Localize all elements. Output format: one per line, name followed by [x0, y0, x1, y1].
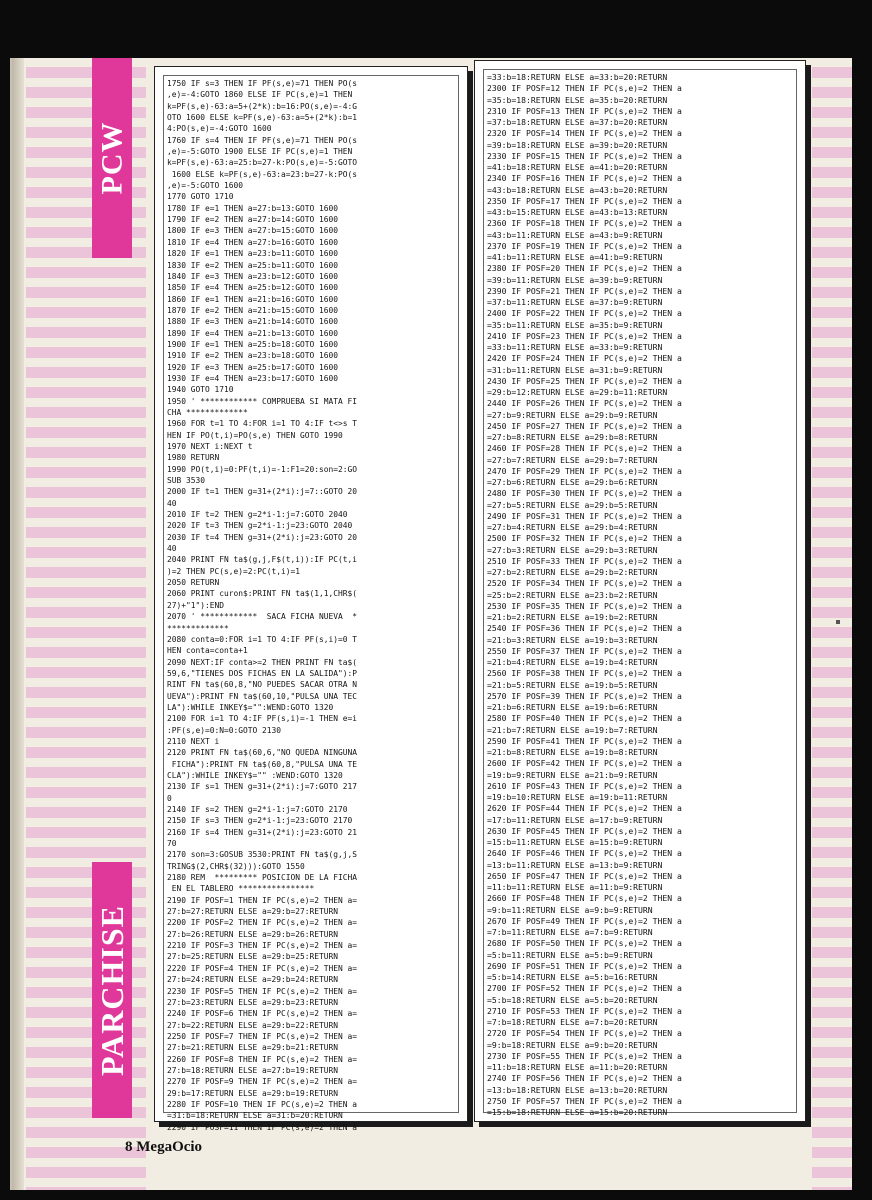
code-line: =39:b=11:RETURN ELSE a=39:b=9:RETURN: [487, 274, 663, 285]
code-line: =9:b=18:RETURN ELSE a=9:b=20:RETURN: [487, 1039, 658, 1050]
code-line: =43:b=15:RETURN ELSE a=43:b=13:RETURN: [487, 207, 668, 217]
code-line: 2650 IF POSF=47 THEN IF PC(s,e)=2 THEN a: [487, 870, 682, 881]
code-line: RINT FN ta$(60,8,"NO PUEDES SACAR OTRA N: [167, 680, 358, 690]
code-line: 2040 PRINT FN ta$(g,j,F$(t,i)):IF PC(t,i: [167, 555, 358, 565]
code-listing-left-frame: [163, 75, 459, 1132]
code-line: 2140 IF s=2 THEN g=2*i-1:j=7:GOTO 2170: [167, 805, 348, 814]
code-line: 2230 IF POSF=5 THEN IF PC(s,e)=2 THEN a=: [167, 986, 358, 996]
page-mark: [836, 620, 840, 624]
code-line: 2430 IF POSF=25 THEN IF PC(s,e)=2 THEN a: [487, 375, 682, 386]
code-line: 27:b=22:RETURN ELSE a=29:b=22:RETURN: [167, 1020, 339, 1030]
code-line: )=2 THEN PC(s,e)=2:PC(t,i)=1: [167, 566, 301, 576]
code-line: 1850 IF e=4 THEN a=25:b=12:GOTO 1600: [167, 283, 339, 293]
code-line: 2010 IF t=2 THEN g=2*i-1:j=7:GOTO 2040: [167, 510, 348, 520]
code-line: 2080 conta=0:FOR i=1 TO 4:IF PF(s,i)=0 T: [167, 634, 358, 644]
code-line: 1870 IF e=2 THEN a=21:b=15:GOTO 1600: [167, 305, 339, 315]
code-line: EN EL TABLERO ****************: [167, 884, 315, 894]
code-line: 1750 IF s=3 THEN IF PF(s,e)=71 THEN PO(s: [167, 79, 358, 88]
code-line: 2420 IF POSF=24 THEN IF PC(s,e)=2 THEN a: [487, 353, 682, 364]
code-line: 2380 IF POSF=20 THEN IF PC(s,e)=2 THEN a: [487, 263, 682, 274]
code-line: 2510 IF POSF=33 THEN IF PC(s,e)=2 THEN a: [487, 555, 682, 566]
code-line: 2300 IF POSF=12 THEN IF PC(s,e)=2 THEN a: [487, 83, 682, 94]
code-line: =27:b=3:RETURN ELSE a=29:b=3:RETURN: [487, 544, 658, 555]
code-line: 2680 IF POSF=50 THEN IF PC(s,e)=2 THEN a: [487, 938, 682, 949]
code-line: 2000 IF t=1 THEN g=31+(2*i):j=7::GOTO 20: [167, 487, 358, 497]
code-line: =41:b=18:RETURN ELSE a=41:b=20:RETURN: [487, 162, 668, 172]
code-line: 2530 IF POSF=35 THEN IF PC(s,e)=2 THEN a: [487, 600, 682, 611]
code-line: =19:b=10:RETURN ELSE a=19:b=11:RETURN: [487, 792, 668, 802]
code-line: 2460 IF POSF=28 THEN IF PC(s,e)=2 THEN a: [487, 443, 682, 454]
code-line: 1770 GOTO 1710: [167, 192, 234, 202]
code-line: 2570 IF POSF=39 THEN IF PC(s,e)=2 THEN a: [487, 690, 682, 701]
code-line: 2310 IF POSF=13 THEN IF PC(s,e)=2 THEN a: [487, 105, 682, 116]
code-line: 2350 IF POSF=17 THEN IF PC(s,e)=2 THEN a: [487, 195, 682, 206]
code-line: =5:b=14:RETURN ELSE a=5:b=16:RETURN: [487, 972, 658, 982]
code-line: 2170 son=3:GOSUB 3530:PRINT FN ta$(g,j,S: [167, 850, 358, 860]
code-line: =27:b=5:RETURN ELSE a=29:b=5:RETURN: [487, 499, 658, 510]
code-line: 1930 IF e=4 THEN a=23:b=17:GOTO 1600: [167, 373, 339, 383]
code-line: 2710 IF POSF=53 THEN IF PC(s,e)=2 THEN a: [487, 1005, 682, 1016]
code-line: k=PF(s,e)-63:a=5+(2*k):b=16:PO(s,e)=-4:G: [167, 101, 358, 111]
code-line: ,e)=-5:GOTO 1600: [167, 181, 244, 191]
code-line: 2120 PRINT FN ta$(60,6,"NO QUEDA NINGUNA: [167, 748, 358, 758]
code-line: 40: [167, 498, 177, 508]
code-line: 2110 NEXT i: [167, 736, 220, 746]
code-line: 27:b=24:RETURN ELSE a=29:b=24:RETURN: [167, 975, 339, 985]
code-line: 1960 FOR t=1 TO 4:FOR i=1 TO 4:IF t<>s T: [167, 419, 358, 429]
code-line: 1980 RETURN: [167, 453, 220, 463]
section-tab-pcw: [92, 58, 132, 258]
code-line: =27:b=7:RETURN ELSE a=29:b=7:RETURN: [487, 454, 658, 465]
code-line: OTO 1600 ELSE k=PF(s,e)-63:a=5+(2*k):b=1: [167, 113, 358, 123]
code-line: =27:b=6:RETURN ELSE a=29:b=6:RETURN: [487, 477, 658, 487]
code-line: =7:b=18:RETURN ELSE a=7:b=20:RETURN: [487, 1017, 658, 1027]
code-line: 1790 IF e=2 THEN a=27:b=14:GOTO 1600: [167, 215, 339, 225]
code-line: 2240 IF POSF=6 THEN IF PC(s,e)=2 THEN a=: [167, 1009, 358, 1019]
code-line: =27:b=4:RETURN ELSE a=29:b=4:RETURN: [487, 522, 658, 532]
code-line: =31:b=11:RETURN ELSE a=31:b=9:RETURN: [487, 364, 663, 375]
code-line: =5:b=11:RETURN ELSE a=5:b=9:RETURN: [487, 949, 653, 960]
code-line: 29:b=17:RETURN ELSE a=29:b=19:RETURN: [167, 1088, 339, 1098]
code-line: 2500 IF POSF=32 THEN IF PC(s,e)=2 THEN a: [487, 533, 682, 544]
code-line: 1920 IF e=3 THEN a=25:b=17:GOTO 1600: [167, 362, 339, 372]
code-line: 2060 PRINT curon$:PRINT FN ta$(1,1,CHR$(: [167, 589, 358, 599]
code-line: 1780 IF e=1 THEN a=27:b=13:GOTO 1600: [167, 203, 339, 213]
section-tab-label: PCW: [95, 121, 128, 195]
code-line: 2470 IF POSF=29 THEN IF PC(s,e)=2 THEN a: [487, 465, 682, 476]
code-line: =7:b=11:RETURN ELSE a=7:b=9:RETURN: [487, 927, 653, 937]
code-line: =21:b=8:RETURN ELSE a=19:b=8:RETURN: [487, 747, 658, 757]
code-line: =43:b=18:RETURN ELSE a=43:b=20:RETURN: [487, 184, 668, 195]
code-line: =29:b=12:RETURN ELSE a=29:b=11:RETURN: [487, 387, 668, 397]
code-line: 2750 IF POSF=57 THEN IF PC(s,e)=2 THEN a: [487, 1095, 682, 1106]
code-line: =15:b=18:RETURN ELSE a=15:b=20:RETURN: [487, 1107, 668, 1117]
code-line: =17:b=11:RETURN ELSE a=17:b=9:RETURN: [487, 814, 663, 825]
code-line: 2090 NEXT:IF conta>=2 THEN PRINT FN ta$(: [167, 657, 358, 667]
code-line: 40: [167, 544, 177, 554]
code-line: 27:b=27:RETURN ELSE a=29:b=27:RETURN: [167, 907, 339, 917]
code-listing-right: [474, 60, 806, 1122]
code-listing-right-frame: [483, 69, 797, 1117]
code-line: =35:b=11:RETURN ELSE a=35:b=9:RETURN: [487, 319, 663, 330]
code-line: 2670 IF POSF=49 THEN IF PC(s,e)=2 THEN a: [487, 915, 682, 926]
code-line: =27:b=8:RETURN ELSE a=29:b=8:RETURN: [487, 432, 658, 442]
code-line: 2340 IF POSF=16 THEN IF PC(s,e)=2 THEN a: [487, 173, 682, 184]
code-line: 2440 IF POSF=26 THEN IF PC(s,e)=2 THEN a: [487, 398, 682, 409]
code-line: TRING$(2,CHR$(32))):GOTO 1550: [167, 861, 305, 871]
code-line: =13:b=11:RETURN ELSE a=13:b=9:RETURN: [487, 859, 663, 870]
code-line: 1860 IF e=1 THEN a=21:b=16:GOTO 1600: [167, 294, 339, 304]
code-line: 27:b=26:RETURN ELSE a=29:b=26:RETURN: [167, 929, 339, 939]
code-line: =21:b=5:RETURN ELSE a=19:b=5:RETURN: [487, 679, 658, 690]
code-line: 1840 IF e=3 THEN a=23:b=12:GOTO 1600: [167, 271, 339, 281]
code-line: 2580 IF POSF=40 THEN IF PC(s,e)=2 THEN a: [487, 713, 682, 724]
code-line: CHA *************: [167, 407, 248, 417]
code-line: 2160 IF s=4 THEN g=31+(2*i):j=23:GOTO 21: [167, 827, 358, 837]
code-line: 1950 ' ************ COMPRUEBA SI MATA FI: [167, 396, 358, 406]
code-line: 2640 IF POSF=46 THEN IF PC(s,e)=2 THEN a: [487, 848, 682, 859]
code-line: 2700 IF POSF=52 THEN IF PC(s,e)=2 THEN a: [487, 983, 682, 994]
code-line: 1890 IF e=4 THEN a=21:b=13:GOTO 1600: [167, 328, 339, 338]
code-line: =21:b=6:RETURN ELSE a=19:b=6:RETURN: [487, 702, 658, 712]
code-line: =21:b=4:RETURN ELSE a=19:b=4:RETURN: [487, 657, 658, 667]
code-line: 2330 IF POSF=15 THEN IF PC(s,e)=2 THEN a: [487, 150, 682, 161]
code-line: 2630 IF POSF=45 THEN IF PC(s,e)=2 THEN a: [487, 825, 682, 836]
code-line: 59,6,"TIENES DOS FICHAS EN LA SALIDA"):P: [167, 668, 358, 678]
code-line: =37:b=18:RETURN ELSE a=37:b=20:RETURN: [487, 117, 668, 127]
code-line: 27:b=18:RETURN ELSE a=27:b=19:RETURN: [167, 1065, 339, 1075]
code-line: 2270 IF POSF=9 THEN IF PC(s,e)=2 THEN a=: [167, 1077, 358, 1087]
code-line: ,e)=-5:GOTO 1900 ELSE IF PC(s,e)=1 THEN: [167, 147, 353, 157]
code-line: 2520 IF POSF=34 THEN IF PC(s,e)=2 THEN a: [487, 578, 682, 589]
code-line: 1940 GOTO 1710: [167, 385, 234, 395]
code-line: =31:b=18:RETURN ELSE a=31:b=20:RETURN: [167, 1111, 343, 1121]
code-line: 2070 ' ************ SACA FICHA NUEVA *: [167, 612, 358, 622]
code-line: 2250 IF POSF=7 THEN IF PC(s,e)=2 THEN a=: [167, 1031, 358, 1041]
page-footer: 8 MegaOcio: [125, 1139, 203, 1155]
code-line: 2260 IF POSF=8 THEN IF PC(s,e)=2 THEN a=: [167, 1054, 358, 1064]
code-line: 2280 IF POSF=10 THEN IF PC(s,e)=2 THEN a: [167, 1099, 358, 1109]
code-line: k=PF(s,e)-63:a=25:b=27-k:PO(s,e)=-5:GOTO: [167, 158, 358, 168]
code-line: 1910 IF e=2 THEN a=23:b=18:GOTO 1600: [167, 351, 339, 361]
code-line: 2540 IF POSF=36 THEN IF PC(s,e)=2 THEN a: [487, 623, 682, 634]
code-line: =11:b=18:RETURN ELSE a=11:b=20:RETURN: [487, 1062, 668, 1072]
code-line: 2620 IF POSF=44 THEN IF PC(s,e)=2 THEN a: [487, 803, 682, 814]
right-stripe-band: [812, 58, 852, 1190]
code-line: 1800 IF e=3 THEN a=27:b=15:GOTO 1600: [167, 226, 339, 236]
code-line: 2360 IF POSF=18 THEN IF PC(s,e)=2 THEN a: [487, 218, 682, 229]
code-line: 2390 IF POSF=21 THEN IF PC(s,e)=2 THEN a: [487, 285, 682, 296]
code-listing-left-text: [164, 76, 458, 1135]
code-line: 2290 IF POSF=11 THEN IF PC(s,e)=2 THEN a: [167, 1122, 358, 1132]
code-line: 2100 FOR i=1 TO 4:IF PF(s,i)=-1 THEN e=i: [167, 714, 358, 724]
code-line: 4:PO(s,e)=-4:GOTO 1600: [167, 124, 272, 134]
code-line: =19:b=9:RETURN ELSE a=21:b=9:RETURN: [487, 769, 658, 780]
code-line: =37:b=11:RETURN ELSE a=37:b=9:RETURN: [487, 297, 663, 307]
code-line: FICHA"):PRINT FN ta$(60,8,"PULSA UNA TE: [167, 759, 358, 769]
code-listing-right-text: [484, 70, 796, 1120]
code-line: 2550 IF POSF=37 THEN IF PC(s,e)=2 THEN a: [487, 645, 682, 656]
code-line: =9:b=11:RETURN ELSE a=9:b=9:RETURN: [487, 904, 653, 915]
code-line: 2730 IF POSF=55 THEN IF PC(s,e)=2 THEN a: [487, 1050, 682, 1061]
code-line: 2410 IF POSF=23 THEN IF PC(s,e)=2 THEN a: [487, 330, 682, 341]
code-line: 2490 IF POSF=31 THEN IF PC(s,e)=2 THEN a: [487, 510, 682, 521]
code-line: =21:b=3:RETURN ELSE a=19:b=3:RETURN: [487, 634, 658, 645]
code-line: 2200 IF POSF=2 THEN IF PC(s,e)=2 THEN a=: [167, 918, 358, 928]
code-line: =13:b=18:RETURN ELSE a=13:b=20:RETURN: [487, 1084, 668, 1095]
code-line: 2210 IF POSF=3 THEN IF PC(s,e)=2 THEN a=: [167, 941, 358, 951]
code-line: HEN conta=conta+1: [167, 646, 248, 656]
code-line: UEVA"):PRINT FN ta$(60,10,"PULSA UNA TEC: [167, 691, 358, 701]
code-line: =11:b=11:RETURN ELSE a=11:b=9:RETURN: [487, 882, 663, 892]
page-spine: [12, 58, 24, 1190]
program-tab-label: PARCHISE: [93, 904, 130, 1076]
code-line: 2050 RETURN: [167, 578, 220, 588]
code-line: 2030 IF t=4 THEN g=31+(2*i):j=23:GOTO 20: [167, 532, 358, 542]
code-line: SUB 3530: [167, 476, 206, 486]
code-line: 1760 IF s=4 THEN IF PF(s,e)=71 THEN PO(s: [167, 135, 358, 145]
code-line: 2610 IF POSF=43 THEN IF PC(s,e)=2 THEN a: [487, 780, 682, 791]
code-line: =35:b=18:RETURN ELSE a=35:b=20:RETURN: [487, 94, 668, 105]
code-line: 2450 IF POSF=27 THEN IF PC(s,e)=2 THEN a: [487, 420, 682, 431]
code-line: ,e)=-4:GOTO 1860 ELSE IF PC(s,e)=1 THEN: [167, 90, 353, 100]
code-line: =33:b=18:RETURN ELSE a=33:b=20:RETURN: [487, 72, 668, 82]
code-line: =15:b=11:RETURN ELSE a=15:b=9:RETURN: [487, 837, 663, 847]
code-line: 2400 IF POSF=22 THEN IF PC(s,e)=2 THEN a: [487, 308, 682, 319]
code-line: 2660 IF POSF=48 THEN IF PC(s,e)=2 THEN a: [487, 893, 682, 904]
code-line: 27)+"1"):END: [167, 600, 225, 610]
code-line: 2740 IF POSF=56 THEN IF PC(s,e)=2 THEN a: [487, 1073, 682, 1084]
code-line: =27:b=2:RETURN ELSE a=29:b=2:RETURN: [487, 567, 658, 577]
code-line: 2370 IF POSF=19 THEN IF PC(s,e)=2 THEN a: [487, 240, 682, 251]
code-line: 2690 IF POSF=51 THEN IF PC(s,e)=2 THEN a: [487, 960, 682, 971]
code-line: =33:b=11:RETURN ELSE a=33:b=9:RETURN: [487, 342, 663, 352]
code-line: 1900 IF e=1 THEN a=25:b=18:GOTO 1600: [167, 339, 339, 349]
code-line: 2720 IF POSF=54 THEN IF PC(s,e)=2 THEN a: [487, 1028, 682, 1039]
code-line: :PF(s,e)=0:N=0:GOTO 2130: [167, 725, 282, 735]
code-line: 2020 IF t=3 THEN g=2*i-1:j=23:GOTO 2040: [167, 521, 353, 531]
code-line: =25:b=2:RETURN ELSE a=23:b=2:RETURN: [487, 589, 658, 600]
code-line: =43:b=11:RETURN ELSE a=43:b=9:RETURN: [487, 229, 663, 240]
code-line: 1820 IF e=1 THEN a=23:b=11:GOTO 1600: [167, 249, 339, 259]
code-line: LA"):WHILE INKEY$="":WEND:GOTO 1320: [167, 702, 334, 712]
code-line: 1600 ELSE k=PF(s,e)-63:a=23:b=27-k:PO(s: [167, 169, 358, 179]
code-line: 2600 IF POSF=42 THEN IF PC(s,e)=2 THEN a: [487, 758, 682, 769]
code-line: 27:b=21:RETURN ELSE a=29:b=21:RETURN: [167, 1043, 339, 1053]
code-line: =27:b=9:RETURN ELSE a=29:b=9:RETURN: [487, 409, 658, 420]
code-line: 2180 REM ********* POSICION DE LA FICHA: [167, 873, 358, 883]
code-listing-left: [154, 66, 468, 1132]
code-line: 2190 IF POSF=1 THEN IF PC(s,e)=2 THEN a=: [167, 895, 358, 905]
code-line: 70: [167, 839, 177, 849]
code-line: 1990 PO(t,i)=0:PF(t,i)=-1:F1=20:son=2:GO: [167, 464, 358, 474]
code-line: 2320 IF POSF=14 THEN IF PC(s,e)=2 THEN a: [487, 128, 682, 139]
code-line: *************: [167, 623, 229, 633]
code-line: =39:b=18:RETURN ELSE a=39:b=20:RETURN: [487, 139, 668, 150]
code-line: 1830 IF e=2 THEN a=25:b=11:GOTO 1600: [167, 260, 339, 270]
program-tab-parchise: [92, 862, 132, 1118]
code-line: 1810 IF e=4 THEN a=27:b=16:GOTO 1600: [167, 237, 339, 247]
code-line: 27:b=23:RETURN ELSE a=29:b=23:RETURN: [167, 997, 339, 1007]
code-line: 2590 IF POSF=41 THEN IF PC(s,e)=2 THEN a: [487, 735, 682, 746]
code-line: 0: [167, 793, 172, 803]
code-line: =41:b=11:RETURN ELSE a=41:b=9:RETURN: [487, 252, 663, 262]
code-line: 2560 IF POSF=38 THEN IF PC(s,e)=2 THEN a: [487, 668, 682, 679]
code-line: CLA"):WHILE INKEY$="" :WEND:GOTO 1320: [167, 770, 343, 780]
code-line: 2130 IF s=1 THEN g=31+(2*i):j=7:GOTO 217: [167, 782, 358, 792]
code-line: 1970 NEXT i:NEXT t: [167, 442, 253, 451]
code-line: 2220 IF POSF=4 THEN IF PC(s,e)=2 THEN a=: [167, 963, 358, 973]
code-line: =5:b=18:RETURN ELSE a=5:b=20:RETURN: [487, 994, 658, 1005]
code-line: =21:b=2:RETURN ELSE a=19:b=2:RETURN: [487, 612, 658, 622]
code-line: 2150 IF s=3 THEN g=2*i-1:j=23:GOTO 2170: [167, 816, 353, 826]
code-line: =21:b=7:RETURN ELSE a=19:b=7:RETURN: [487, 724, 658, 735]
code-line: 27:b=25:RETURN ELSE a=29:b=25:RETURN: [167, 952, 339, 962]
code-line: HEN IF PO(t,i)=PO(s,e) THEN GOTO 1990: [167, 430, 343, 440]
code-line: 2480 IF POSF=30 THEN IF PC(s,e)=2 THEN a: [487, 488, 682, 499]
code-line: 1880 IF e=3 THEN a=21:b=14:GOTO 1600: [167, 317, 339, 327]
